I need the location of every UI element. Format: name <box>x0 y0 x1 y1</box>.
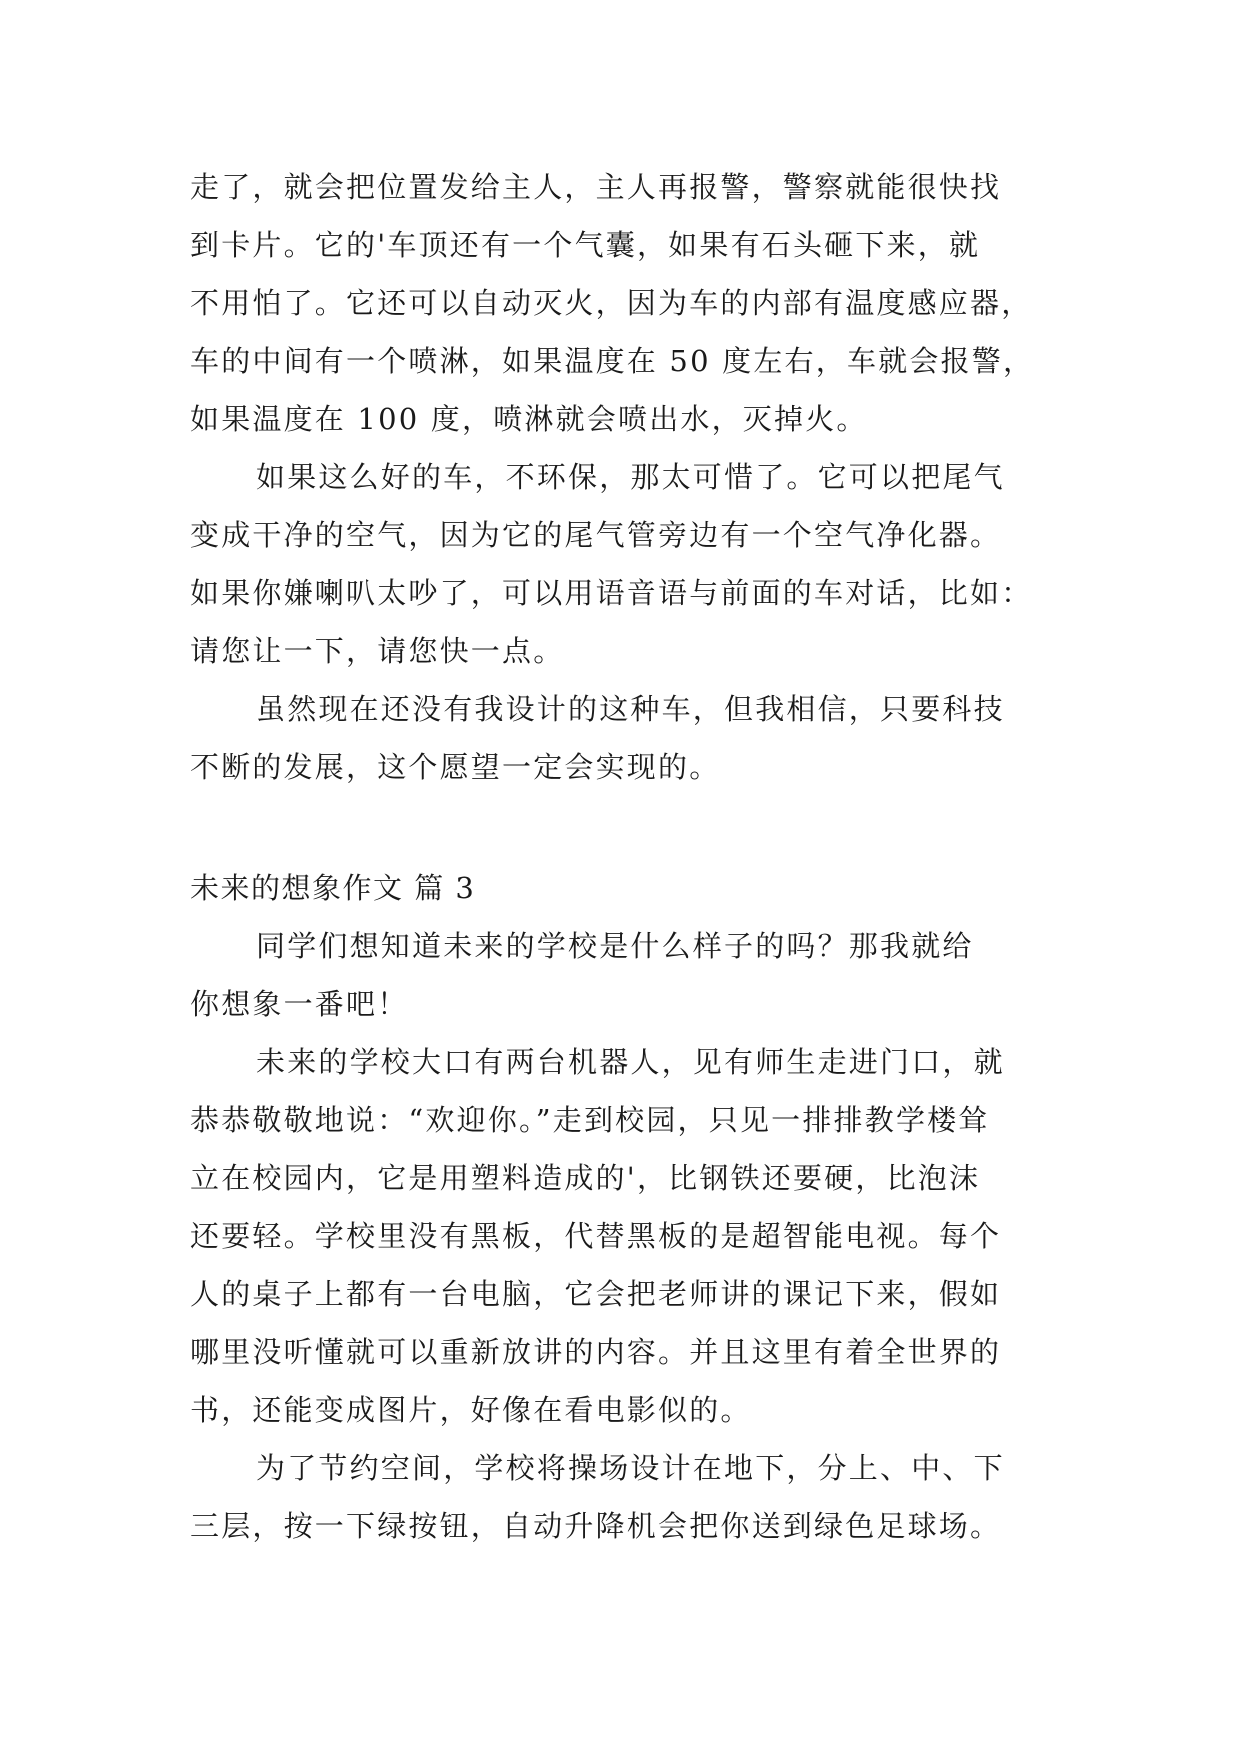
text-line: 三层，按一下绿按钮，自动升降机会把你送到绿色足球场。 <box>190 1509 1002 1543</box>
text-line: 如果温度在 100 度，喷淋就会喷出水，灭掉火。 <box>190 402 868 436</box>
text-line: 同学们想知道未来的学校是什么样子的吗？那我就给 <box>256 929 974 963</box>
text-line: 走了，就会把位置发给主人，主人再报警，警察就能很快找 <box>190 170 1002 204</box>
text-line: 书，还能变成图片，好像在看电影似的。 <box>190 1393 752 1427</box>
text-line: 不用怕了。它还可以自动灭火，因为车的内部有温度感应器， <box>190 286 1033 320</box>
text-line: 不断的发展，这个愿望一定会实现的。 <box>190 750 721 784</box>
paragraph-6 <box>190 1439 1054 1555</box>
text-line: 哪里没听懂就可以重新放讲的内容。并且这里有着全世界的 <box>190 1335 1002 1369</box>
text-line: 人的桌子上都有一台电脑，它会把老师讲的课记下来，假如 <box>190 1277 1002 1311</box>
paragraph-5 <box>190 1033 1054 1439</box>
section-spacer <box>190 796 1054 859</box>
text-line: 虽然现在还没有我设计的这种车，但我相信，只要科技 <box>256 692 1005 726</box>
text-line: 立在校园内，它是用塑料造成的'，比钢铁还要硬，比泡沫 <box>190 1161 981 1195</box>
paragraph-4 <box>190 917 1054 1033</box>
text-line: 你想象一番吧！ <box>190 987 409 1021</box>
text-line: 还要轻。学校里没有黑板，代替黑板的是超智能电视。每个 <box>190 1219 1002 1253</box>
text-line: 到卡片。它的'车顶还有一个气囊，如果有石头砸下来，就 <box>190 228 981 262</box>
text-line: 请您让一下，请您快一点。 <box>190 634 565 668</box>
paragraph-3 <box>190 680 1054 796</box>
paragraph-2 <box>190 448 1054 680</box>
text-line: 变成干净的空气，因为它的尾气管旁边有一个空气净化器。 <box>190 518 1002 552</box>
text-line: 未来的学校大口有两台机器人，见有师生走进门口，就 <box>256 1045 1005 1079</box>
paragraph-1 <box>190 158 1054 448</box>
text-line: 车的中间有一个喷淋，如果温度在 50 度左右，车就会报警， <box>190 344 1035 378</box>
text-line: 为了节约空间，学校将操场设计在地下，分上、中、下 <box>256 1451 1005 1485</box>
text-line: 恭恭敬敬地说：“欢迎你。”走到校园，只见一排排教学楼耸 <box>190 1103 990 1137</box>
text-line: 如果你嫌喇叭太吵了，可以用语音语与前面的车对话，比如： <box>190 576 1033 610</box>
document-body <box>190 158 1054 1555</box>
section-heading: 未来的想象作文 篇 3 <box>190 871 476 905</box>
text-line: 如果这么好的车，不环保，那太可惜了。它可以把尾气 <box>256 460 1005 494</box>
